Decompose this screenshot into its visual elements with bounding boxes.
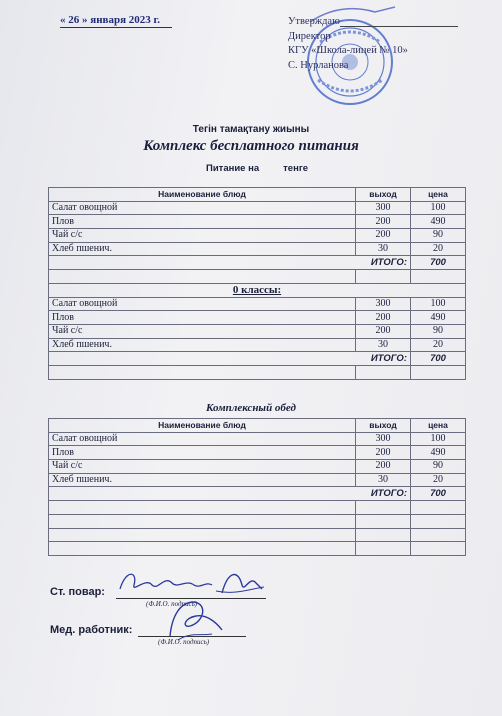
complex-table [48, 418, 466, 556]
dish-cena: 100 [411, 201, 466, 215]
table-row [49, 446, 466, 460]
dish-cena: 100 [411, 297, 466, 311]
dish-cena: 490 [411, 446, 466, 460]
table-row [49, 242, 466, 256]
total-row [49, 352, 466, 366]
empty-row [49, 528, 466, 542]
approval-line-1: Утверждаю [288, 16, 340, 27]
dish-name: Салат овощной [49, 201, 356, 215]
dish-vyhod: 30 [356, 473, 411, 487]
dish-name: Чай с/с [49, 324, 356, 338]
empty-row [49, 514, 466, 528]
dish-cena: 20 [411, 242, 466, 256]
approval-line-3: КГУ «Школа-лицей № 10» [288, 45, 408, 56]
empty-row [49, 501, 466, 515]
document-date: « 26 » января 2023 г. [60, 14, 161, 26]
dish-vyhod: 300 [356, 297, 411, 311]
empty-row [49, 542, 466, 556]
total-label: ИТОГО: [49, 256, 411, 270]
table-row [49, 297, 466, 311]
empty-row [49, 365, 466, 379]
date-underline [60, 27, 172, 28]
dish-name: Хлеб пшенич. [49, 242, 356, 256]
document-title: Комплекс бесплатного питания [143, 138, 359, 154]
dish-vyhod: 200 [356, 446, 411, 460]
total-value: 700 [411, 256, 466, 270]
dish-name: Плов [49, 215, 356, 229]
col-header-vyhod: выход [356, 419, 411, 433]
pitanie-line [206, 163, 308, 174]
dish-cena: 100 [411, 432, 466, 446]
dish-cena: 490 [411, 311, 466, 325]
dish-name: Хлеб пшенич. [49, 338, 356, 352]
dish-vyhod: 300 [356, 201, 411, 215]
dish-name: Плов [49, 311, 356, 325]
total-value: 700 [411, 487, 466, 501]
approval-block [288, 15, 408, 73]
dish-cena: 490 [411, 215, 466, 229]
table-row [49, 338, 466, 352]
dish-vyhod: 200 [356, 229, 411, 243]
approval-underline [340, 26, 458, 27]
table-header-row [49, 188, 466, 202]
dish-name: Салат овощной [49, 297, 356, 311]
table-row [49, 229, 466, 243]
col-header-cena: цена [411, 188, 466, 202]
approval-line-2: Директор [288, 30, 331, 42]
dish-cena: 20 [411, 473, 466, 487]
col-header-cena: цена [411, 419, 466, 433]
table-row [49, 460, 466, 474]
dish-name: Хлеб пшенич. [49, 473, 356, 487]
total-row [49, 256, 466, 270]
col-header-name: Наименование блюд [49, 419, 356, 433]
dish-name: Плов [49, 446, 356, 460]
col-header-name: Наименование блюд [49, 188, 356, 202]
pitanie-label: Питание на [206, 163, 260, 174]
total-label: ИТОГО: [49, 487, 411, 501]
dish-vyhod: 200 [356, 215, 411, 229]
dish-vyhod: 200 [356, 460, 411, 474]
dish-name: Чай с/с [49, 460, 356, 474]
table-row [49, 432, 466, 446]
total-value: 700 [411, 352, 466, 366]
dish-cena: 90 [411, 324, 466, 338]
total-label: ИТОГО: [49, 352, 411, 366]
dish-vyhod: 30 [356, 242, 411, 256]
dish-cena: 20 [411, 338, 466, 352]
menu-table-1 [48, 187, 466, 380]
document-subtitle: Тегін тамақтану жиыны [192, 124, 310, 135]
dish-name: Чай с/с [49, 229, 356, 243]
cook-caption: (Ф.И.О. подпись) [146, 600, 198, 608]
dish-name: Салат овощной [49, 432, 356, 446]
table-row [49, 473, 466, 487]
table-row [49, 311, 466, 325]
cook-label: Ст. повар: [50, 586, 105, 598]
dish-vyhod: 200 [356, 324, 411, 338]
section-title: 0 классы: [49, 283, 466, 297]
col-header-vyhod: выход [356, 188, 411, 202]
dish-vyhod: 30 [356, 338, 411, 352]
table-row [49, 215, 466, 229]
complex-title: Комплексный обед [205, 402, 296, 414]
table-header-row [49, 419, 466, 433]
medic-label: Мед. работник: [50, 624, 133, 636]
dish-vyhod: 200 [356, 311, 411, 325]
medic-signature-icon [150, 596, 230, 644]
section-row [49, 283, 466, 297]
dish-cena: 90 [411, 229, 466, 243]
pitanie-unit: тенге [283, 163, 309, 174]
empty-row [49, 270, 466, 284]
medic-caption: (Ф.И.О. подпись) [158, 638, 210, 646]
table-row [49, 324, 466, 338]
dish-vyhod: 300 [356, 432, 411, 446]
table-row [49, 201, 466, 215]
approval-line-4: С. Нурланова [288, 59, 349, 71]
total-row [49, 487, 466, 501]
dish-cena: 90 [411, 460, 466, 474]
